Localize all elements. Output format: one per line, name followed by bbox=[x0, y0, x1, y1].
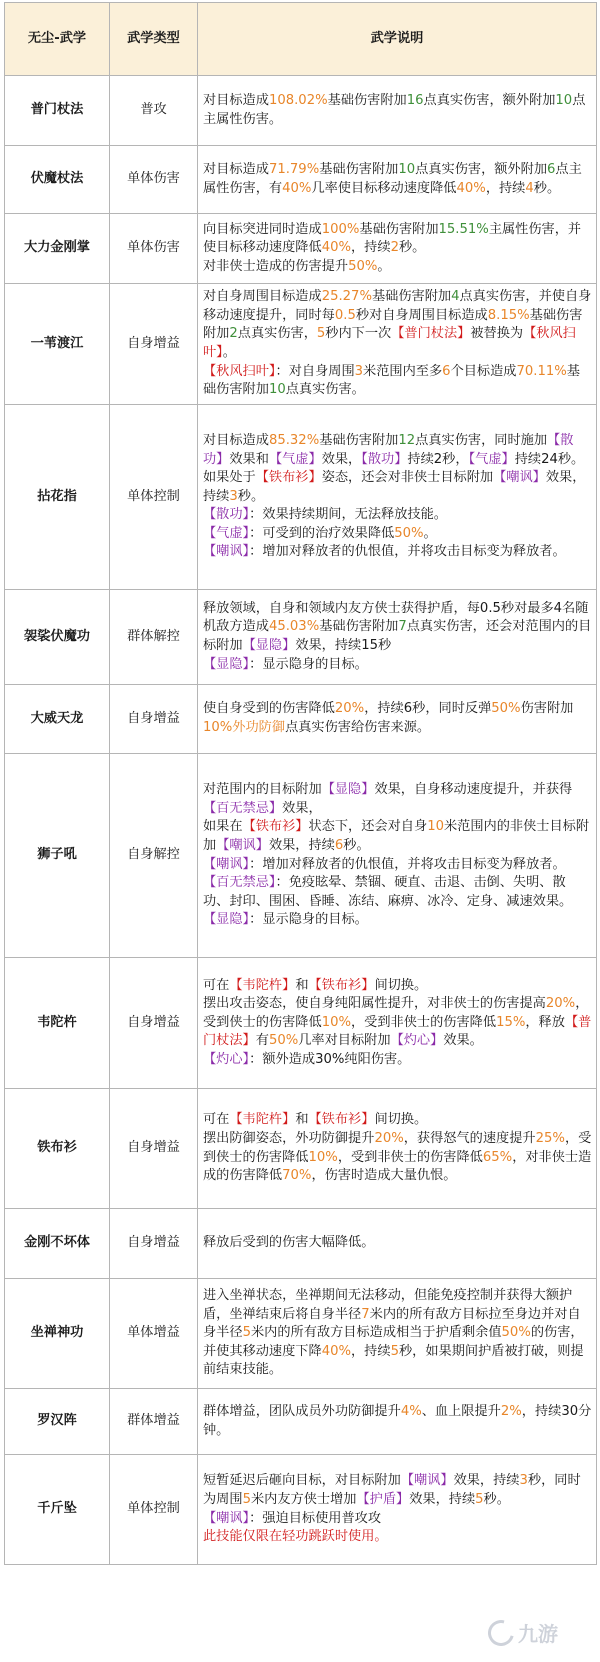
skill-description bbox=[198, 958, 597, 1089]
desc-segment: 【气虚】 bbox=[468, 451, 515, 467]
desc-segment: 秒对自身周围目标造成 bbox=[355, 307, 488, 323]
desc-segment: 50% bbox=[348, 258, 378, 274]
desc-segment: 50% bbox=[268, 1033, 299, 1049]
desc-segment: 秒，如果期间护盾被打破，则提前结束技能。 bbox=[203, 1343, 584, 1378]
desc-segment: 米内友方侠士增加 bbox=[250, 1491, 357, 1507]
desc-segment: 40% bbox=[321, 1343, 351, 1359]
table-row bbox=[5, 958, 597, 1089]
desc-segment: 伤害附加 bbox=[520, 701, 574, 717]
desc-segment: 秒。 bbox=[343, 837, 370, 853]
desc-segment: 对目标造成 bbox=[203, 92, 269, 108]
desc-segment: 此技能仅限在轻功跳跃时使用。 bbox=[203, 1529, 388, 1545]
desc-segment: 。 bbox=[423, 525, 437, 541]
header-skill-desc: 武学说明 bbox=[198, 3, 597, 76]
desc-segment: 基础伤害附加 bbox=[327, 92, 407, 108]
desc-segment: 对目标造成 bbox=[203, 432, 269, 448]
desc-segment: 间切换。 bbox=[374, 977, 428, 993]
table-row bbox=[5, 1455, 597, 1565]
desc-segment: 效果， bbox=[321, 451, 362, 467]
desc-segment: 16 bbox=[406, 92, 424, 108]
desc-segment: 释放领域，自身和领域内友方侠士获得护盾，每0.5秒对最多4名随机敌方造成 bbox=[203, 600, 589, 635]
desc-segment: 40% bbox=[456, 180, 486, 196]
skill-type: 自身增益 bbox=[110, 284, 198, 405]
skill-type: 单体控制 bbox=[110, 1455, 198, 1565]
desc-segment: 秒。 bbox=[533, 180, 561, 196]
skill-name: 金刚不坏体 bbox=[5, 1209, 110, 1279]
desc-segment: ，持续30分钟。 bbox=[203, 1403, 592, 1438]
desc-segment: 效果和 bbox=[229, 451, 269, 467]
desc-segment: 姿态，还会对非侠士目标附加 bbox=[321, 470, 494, 486]
desc-segment: ：免疫眩晕、禁锢、硬直、击退、击倒、失明、散功、封印、围困、昏睡、冻结、麻痹、冰冷、定身、减速效果。 bbox=[203, 875, 573, 909]
skill-type: 单体伤害 bbox=[110, 214, 198, 284]
desc-segment: 如果在 bbox=[203, 819, 243, 835]
desc-segment: ，持续 bbox=[351, 240, 391, 256]
desc-segment: 【秋风扫叶】 bbox=[203, 363, 276, 379]
desc-segment: 摆出防御姿态，外功防御提升 bbox=[203, 1130, 375, 1146]
desc-segment: 50% bbox=[394, 525, 424, 541]
desc-segment: 基础伤害附加 bbox=[319, 432, 399, 448]
header-skill-name: 无尘-武学 bbox=[5, 3, 110, 76]
desc-segment: 短暂延迟后砸向目标，对目标附加 bbox=[203, 1473, 401, 1489]
skill-description bbox=[198, 405, 597, 590]
desc-segment: 效果，持续15秒 bbox=[295, 638, 392, 653]
skill-description bbox=[198, 1389, 597, 1455]
desc-segment: ，持续 bbox=[485, 180, 526, 196]
desc-segment: 40% bbox=[321, 240, 351, 256]
desc-segment: 10% bbox=[308, 1149, 338, 1165]
skill-type: 自身增益 bbox=[110, 1089, 198, 1209]
desc-segment: 几率对目标附加 bbox=[298, 1033, 391, 1049]
skill-description bbox=[198, 1209, 597, 1279]
desc-segment: ，释放 bbox=[525, 1014, 565, 1030]
desc-segment: 3 bbox=[519, 1473, 528, 1489]
nine-game-logo-icon bbox=[483, 1615, 519, 1651]
desc-segment: 【嘲讽】 bbox=[400, 1473, 454, 1489]
desc-segment: 米内的所有敌方目标拉至身边并对自身半径 bbox=[203, 1306, 581, 1341]
desc-segment: 持续2秒， bbox=[407, 451, 469, 467]
desc-segment: 的伤害，并使其移动速度下降 bbox=[203, 1325, 584, 1359]
desc-segment: 点真实伤害。 bbox=[285, 382, 365, 398]
desc-segment: ：可受到的治疗效果降低 bbox=[249, 525, 395, 541]
desc-segment: 25% bbox=[535, 1130, 565, 1146]
skill-name: 拈花指 bbox=[5, 405, 110, 590]
desc-segment: 85.32% bbox=[268, 432, 320, 448]
skill-type: 普攻 bbox=[110, 76, 198, 146]
desc-segment: 群体增益，团队成员外功防御提升 bbox=[203, 1403, 401, 1419]
table-row bbox=[5, 685, 597, 754]
desc-segment: 45.03% bbox=[268, 619, 320, 635]
desc-segment: 点真实伤害，同时施加 bbox=[415, 432, 548, 448]
desc-segment: 基础伤害附加 bbox=[203, 363, 580, 398]
desc-segment: 点真实伤害，额外附加 bbox=[423, 92, 556, 108]
desc-segment: 米范围内的非侠士目标附加 bbox=[203, 819, 590, 853]
desc-segment: 可在 bbox=[203, 977, 230, 993]
table-row bbox=[5, 146, 597, 214]
table-row bbox=[5, 405, 597, 590]
desc-segment: 0.5 bbox=[334, 307, 356, 323]
desc-segment: 20% bbox=[545, 996, 576, 1012]
desc-segment: 20% bbox=[334, 701, 365, 717]
desc-segment: 50% bbox=[501, 1325, 531, 1341]
skill-description bbox=[198, 1279, 597, 1389]
skill-description bbox=[198, 76, 597, 146]
desc-segment: 向目标突进同时造成 bbox=[203, 221, 322, 237]
desc-segment: 15.51% bbox=[438, 221, 489, 237]
desc-segment: 【嘲讽】 bbox=[216, 837, 269, 853]
desc-segment: 摆出攻击姿态，使自身纯阳属性提升，对非侠士的伤害提高 bbox=[203, 996, 546, 1012]
desc-segment: 状态下，还会对自身 bbox=[308, 819, 428, 835]
desc-segment: 使自身受到的伤害降低 bbox=[203, 701, 335, 717]
desc-segment: 基础伤害附加 bbox=[203, 307, 583, 342]
desc-segment: 4% bbox=[400, 1403, 422, 1419]
desc-segment: 【嘲讽】 bbox=[203, 1510, 250, 1526]
table-row bbox=[5, 1089, 597, 1209]
desc-segment: 米内的所有敌方目标造成相当于护盾剩余值 bbox=[250, 1325, 502, 1341]
desc-segment: 间切换。 bbox=[374, 1112, 428, 1128]
desc-segment: 65% bbox=[482, 1149, 513, 1165]
desc-segment: 秒内下一次 bbox=[325, 326, 392, 342]
desc-segment: 10%外功防御 bbox=[203, 720, 286, 735]
desc-segment: 【铁布衫】 bbox=[242, 819, 309, 835]
skill-name: 一苇渡江 bbox=[5, 284, 110, 405]
desc-segment: 【铁布衫】 bbox=[308, 977, 375, 993]
desc-segment: 【显隐】 bbox=[242, 638, 296, 653]
table-row bbox=[5, 754, 597, 958]
desc-segment: 对非侠士造成的伤害提升 bbox=[203, 258, 349, 274]
skill-type: 单体增益 bbox=[110, 1279, 198, 1389]
desc-segment: 秒，同时为周围 bbox=[203, 1473, 581, 1507]
desc-segment: 70% bbox=[282, 1168, 312, 1184]
skill-name: 伏魔杖法 bbox=[5, 146, 110, 214]
desc-segment: 2% bbox=[500, 1403, 522, 1419]
watermark bbox=[488, 1618, 558, 1647]
desc-segment: 10 bbox=[398, 161, 416, 177]
desc-segment: 效果，自身移动速度提升，并获得 bbox=[374, 782, 573, 798]
desc-segment: 【韦陀杵】 bbox=[229, 977, 296, 993]
desc-segment: 效果， bbox=[282, 800, 322, 816]
desc-segment: 50% bbox=[491, 701, 521, 717]
desc-segment: 【显隐】 bbox=[203, 912, 250, 928]
desc-segment: 【气虚】 bbox=[268, 451, 322, 467]
desc-segment: 【秋风扫叶】 bbox=[203, 326, 576, 360]
table-row bbox=[5, 1279, 597, 1389]
desc-segment: ：增加对释放者的仇恨值，并将攻击目标变为释放者。 bbox=[249, 544, 566, 560]
desc-segment: 【显隐】 bbox=[321, 782, 375, 798]
desc-segment: 4 bbox=[525, 180, 534, 196]
desc-segment: 100% bbox=[321, 221, 360, 237]
desc-segment: 2 bbox=[229, 326, 238, 342]
desc-segment: ，受到非侠士的伤害降低 bbox=[337, 1149, 483, 1165]
desc-segment: ：额外造成30%纯阳伤害。 bbox=[249, 1051, 411, 1067]
desc-segment: 【灼心】 bbox=[390, 1033, 444, 1049]
desc-segment: ：显示隐身的目标。 bbox=[249, 912, 368, 928]
desc-segment: 秒。 bbox=[398, 240, 426, 256]
desc-segment: 10% bbox=[321, 1014, 351, 1030]
skill-type: 单体控制 bbox=[110, 405, 198, 590]
desc-segment: 【嘲讽】 bbox=[493, 470, 546, 486]
desc-segment: ，受到侠士的伤害降低 bbox=[203, 1130, 592, 1165]
desc-segment: 点真实伤害给伤害来源。 bbox=[285, 720, 431, 735]
skill-name: 韦陀杵 bbox=[5, 958, 110, 1089]
desc-segment: 71.79% bbox=[268, 161, 320, 177]
desc-segment: 5 bbox=[390, 1343, 399, 1359]
skill-description bbox=[198, 685, 597, 754]
skill-type: 群体解控 bbox=[110, 590, 198, 685]
skill-description bbox=[198, 284, 597, 405]
desc-segment: 点真实伤害，还会对范围内的目标附加 bbox=[203, 619, 592, 653]
table-row bbox=[5, 1209, 597, 1279]
desc-segment: 6 bbox=[442, 363, 451, 379]
skill-type: 自身解控 bbox=[110, 754, 198, 958]
desc-segment: 米范围内至多 bbox=[363, 363, 443, 379]
desc-segment: 效果，持续 bbox=[453, 1473, 520, 1489]
desc-segment: ：增加对释放者的仇恨值，并将攻击目标变为释放者。 bbox=[249, 856, 566, 872]
desc-segment: ，获得怒气的速度提升 bbox=[403, 1130, 536, 1146]
skill-name: 罗汉阵 bbox=[5, 1389, 110, 1455]
desc-segment: 被替换为 bbox=[470, 326, 524, 342]
table-row bbox=[5, 284, 597, 405]
skill-name: 大威天龙 bbox=[5, 685, 110, 754]
desc-segment: 6 bbox=[547, 161, 556, 177]
skill-description bbox=[198, 1455, 597, 1565]
desc-segment: 。 bbox=[377, 258, 391, 274]
skill-name: 袈裟伏魔功 bbox=[5, 590, 110, 685]
desc-segment: 10 bbox=[555, 92, 573, 108]
skill-type: 自身增益 bbox=[110, 685, 198, 754]
desc-segment: 25.27% bbox=[321, 289, 372, 305]
desc-segment: 主属性伤害，并使目标移动速度降低 bbox=[203, 221, 582, 256]
desc-segment: 基础伤害附加 bbox=[319, 619, 399, 635]
desc-segment: 对自身周围目标造成 bbox=[203, 289, 322, 305]
table-row bbox=[5, 590, 597, 685]
desc-segment: 5 bbox=[242, 1325, 251, 1341]
desc-segment: 点主属性伤害，有 bbox=[203, 161, 582, 196]
desc-segment: ，受到非侠士的伤害降低 bbox=[351, 1014, 497, 1030]
desc-segment: 效果，持续 bbox=[409, 1491, 476, 1507]
skill-type: 自身增益 bbox=[110, 1209, 198, 1279]
desc-segment: ，持续 bbox=[351, 1343, 391, 1359]
desc-segment: 【嘲讽】 bbox=[203, 544, 250, 560]
desc-segment: ，受到侠士的伤害降低 bbox=[203, 996, 589, 1030]
desc-segment: 对范围内的目标附加 bbox=[203, 782, 322, 798]
desc-segment: 7 bbox=[361, 1306, 370, 1322]
desc-segment: 70.11% bbox=[516, 363, 567, 379]
desc-segment: 点主属性伤害。 bbox=[203, 92, 586, 127]
desc-segment: 【灼心】 bbox=[203, 1051, 250, 1067]
desc-segment: 【普门杖法】 bbox=[203, 1014, 592, 1049]
header-skill-type: 武学类型 bbox=[110, 3, 198, 76]
table-header-row bbox=[5, 3, 597, 76]
desc-segment: 15% bbox=[496, 1014, 526, 1030]
desc-segment: 10 bbox=[427, 819, 444, 835]
desc-segment: ，对非侠士造成的伤害降低 bbox=[203, 1149, 592, 1184]
desc-segment: 几率使目标移动速度降低 bbox=[311, 180, 457, 196]
desc-segment: 40% bbox=[282, 180, 312, 196]
desc-segment: 和 bbox=[295, 1112, 309, 1128]
desc-segment: ：显示隐身的目标。 bbox=[249, 656, 368, 672]
desc-segment: 【嘲讽】 bbox=[203, 856, 250, 872]
desc-segment: 【散功】 bbox=[361, 451, 408, 467]
desc-segment: 12 bbox=[398, 432, 416, 448]
desc-segment: 108.02% bbox=[268, 92, 328, 108]
desc-segment: 释放后受到的伤害大幅降低。 bbox=[203, 1235, 375, 1251]
desc-segment: 2 bbox=[390, 240, 399, 256]
desc-segment: ：对自身周围 bbox=[275, 363, 355, 379]
skill-name: 坐禅神功 bbox=[5, 1279, 110, 1389]
skill-description bbox=[198, 146, 597, 214]
desc-segment: ：强迫目标使用普攻攻 bbox=[249, 1510, 382, 1526]
desc-segment: 7 bbox=[398, 619, 407, 635]
skill-type: 单体伤害 bbox=[110, 146, 198, 214]
desc-segment: 【散功】 bbox=[203, 507, 250, 523]
desc-segment: 和 bbox=[295, 977, 309, 993]
skill-description bbox=[198, 214, 597, 284]
skill-name: 狮子吼 bbox=[5, 754, 110, 958]
desc-segment: 基础伤害附加 bbox=[359, 221, 439, 237]
skill-description bbox=[198, 1089, 597, 1209]
skill-description bbox=[198, 590, 597, 685]
desc-segment: 【普门杖法】 bbox=[391, 326, 471, 342]
desc-segment: 【百无禁忌】 bbox=[203, 875, 276, 891]
desc-segment: 【护盾】 bbox=[356, 1491, 410, 1507]
desc-segment: ，伤害时造成大量仇恨。 bbox=[311, 1168, 457, 1184]
watermark-text: 九游 bbox=[518, 1622, 558, 1646]
desc-segment: 5 bbox=[242, 1491, 251, 1507]
desc-segment: 、血上限提升 bbox=[421, 1403, 501, 1419]
desc-segment: 4 bbox=[451, 289, 460, 305]
desc-segment: 秒。 bbox=[483, 1491, 510, 1507]
desc-segment: 对目标造成 bbox=[203, 161, 269, 177]
table-row bbox=[5, 214, 597, 284]
desc-segment: 【韦陀杵】 bbox=[229, 1112, 296, 1128]
skill-name: 普门杖法 bbox=[5, 76, 110, 146]
desc-segment: 【百无禁忌】 bbox=[203, 800, 283, 816]
desc-segment: 【铁布衫】 bbox=[255, 470, 322, 486]
desc-segment: 3 bbox=[354, 363, 364, 379]
desc-segment: 3 bbox=[229, 488, 238, 504]
skill-name: 铁布衫 bbox=[5, 1089, 110, 1209]
skills-table bbox=[4, 2, 597, 1565]
desc-segment: 可在 bbox=[203, 1112, 230, 1128]
desc-segment: 20% bbox=[374, 1130, 404, 1146]
desc-segment: 6 bbox=[334, 837, 344, 853]
table-row bbox=[5, 1389, 597, 1455]
skill-name: 大力金刚掌 bbox=[5, 214, 110, 284]
desc-segment: 有 bbox=[255, 1033, 269, 1049]
desc-segment: 秒。 bbox=[237, 488, 265, 504]
desc-segment: 【铁布衫】 bbox=[308, 1112, 375, 1128]
desc-segment: 点真实伤害，额外附加 bbox=[415, 161, 548, 177]
desc-segment: 基础伤害附加 bbox=[319, 161, 399, 177]
desc-segment: 10 bbox=[268, 382, 286, 398]
desc-segment: 个目标造成 bbox=[450, 363, 517, 379]
desc-segment: 效果，持续 bbox=[203, 470, 586, 504]
desc-segment: 【散功】 bbox=[203, 432, 574, 467]
desc-segment: 点真实伤害，并使自身移动速度提升，同时每 bbox=[203, 289, 592, 323]
desc-segment: ，持续6秒，同时反弹 bbox=[364, 701, 492, 717]
skill-type: 自身增益 bbox=[110, 958, 198, 1089]
desc-segment: 效果，持续 bbox=[268, 837, 335, 853]
desc-segment: 持续24秒。 bbox=[514, 451, 585, 467]
desc-segment: 进入坐禅状态，坐禅期间无法移动，但能免疫控制并获得大额护盾，坐禅结束后将自身半径 bbox=[203, 1288, 573, 1322]
desc-segment: 点真实伤害， bbox=[237, 326, 317, 342]
desc-segment: 。 bbox=[222, 345, 236, 360]
desc-segment: 如果处于 bbox=[203, 470, 256, 486]
skill-type: 群体增益 bbox=[110, 1389, 198, 1455]
desc-segment: 【气虚】 bbox=[203, 525, 250, 541]
desc-segment: 8.15% bbox=[487, 307, 530, 323]
desc-segment: 5 bbox=[316, 326, 326, 342]
desc-segment: 基础伤害附加 bbox=[371, 289, 452, 305]
desc-segment: 效果。 bbox=[443, 1033, 483, 1049]
desc-segment: ：效果持续期间，无法释放技能。 bbox=[249, 507, 447, 523]
skill-name: 千斤坠 bbox=[5, 1455, 110, 1565]
desc-segment: 【显隐】 bbox=[203, 656, 250, 672]
desc-segment: 5 bbox=[475, 1491, 484, 1507]
skill-description bbox=[198, 754, 597, 958]
table-row bbox=[5, 76, 597, 146]
